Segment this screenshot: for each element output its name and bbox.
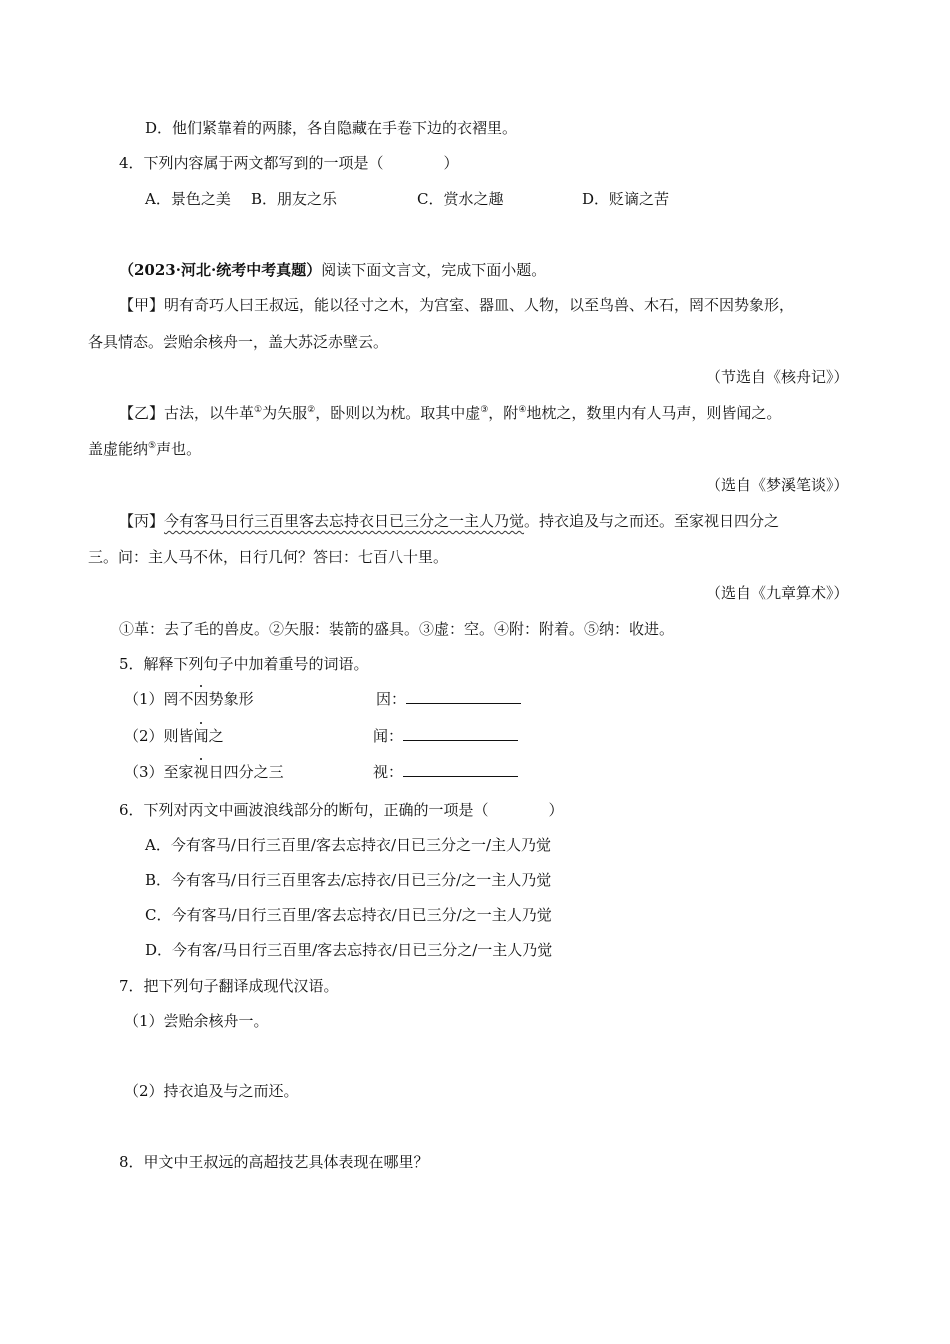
q7-item-1: （1）尝贻余核舟一。 (124, 1012, 269, 1030)
section-instruction: 阅读下面文言文，完成下面小题。 (321, 261, 547, 279)
bing-wavy-text: 今有客马日行三百里客去忘持衣日已三分之一主人乃觉 (164, 512, 525, 530)
q4-option-d: D．贬谪之苦 (582, 190, 670, 208)
yi-text-e: 地枕之，数里内有人马声，则皆闻之。 (526, 404, 782, 422)
yi-line-1 (119, 403, 781, 423)
q3-option-d: D．他们紧靠着的两膝，各自隐藏在手卷下边的衣褶里。 (145, 119, 518, 137)
emphasis-char: 闻 (193, 727, 209, 745)
q5-word-1: 因： (376, 690, 407, 708)
yi-text-c: ，卧则以为枕。取其中虚 (315, 404, 481, 422)
q5-word-3: 视： (373, 763, 404, 781)
jia-line-1 (119, 295, 794, 315)
answer-blank-3[interactable] (403, 762, 518, 777)
bing-text-rest: 。持衣追及与之而还。至家视日四分之 (524, 512, 780, 530)
yi-label: 【乙】 (119, 404, 165, 422)
jia-source: （节选自《核舟记》） (706, 368, 849, 386)
yi-text-d: ，附 (488, 404, 519, 422)
q7-stem: 7．把下列句子翻译成现代汉语。 (119, 977, 339, 995)
q5-stem: 5．解释下列句子中加着重号的词语。 (119, 655, 369, 673)
note-ref-3: ③ (480, 405, 489, 415)
q4-option-a: A．景色之美 (145, 190, 231, 208)
note-ref-2: ② (307, 405, 316, 415)
section-header (119, 260, 546, 280)
q5-item-3-pre: （3）至家 (124, 763, 194, 781)
source-tag: （2023·河北·统考中考真题） (119, 261, 322, 279)
q5-item-1-pre: （1）罔不 (124, 690, 194, 708)
q5-item-3 (124, 762, 284, 782)
q5-item-2-post: 之 (208, 727, 224, 745)
jia-line-2: 各具情态。尝贻余核舟一，盖大苏泛赤壁云。 (88, 333, 389, 351)
yi-text-f: 盖虚能纳 (88, 440, 149, 458)
q6-option-a: A．今有客马/日行三百里/客去忘持衣/日已三分之一/主人乃觉 (145, 836, 552, 854)
yi-text-b: 为矢服 (262, 404, 308, 422)
bing-line-1 (119, 511, 779, 531)
yi-text-a: 古法，以牛革 (164, 404, 255, 422)
answer-blank-1[interactable] (406, 689, 521, 704)
note-ref-4: ④ (518, 405, 527, 415)
q6-option-d: D．今有客/马日行三百里/客去忘持衣/日已三分之/一主人乃觉 (145, 941, 553, 959)
q6-option-b: B．今有客马/日行三百里客去/忘持衣/日已三分/之一主人乃觉 (145, 871, 552, 889)
note-ref-5: ⑤ (148, 441, 157, 451)
bing-source: （选自《九章算术》） (706, 584, 849, 602)
q5-item-3-post: 日四分之三 (208, 763, 284, 781)
q6-option-c: C．今有客马/日行三百里/客去忘持衣/日已三分/之一主人乃觉 (145, 906, 552, 924)
q8-stem: 8．甲文中王叔远的高超技艺具体表现在哪里？ (119, 1153, 429, 1171)
note-ref-1: ① (254, 405, 263, 415)
yi-text-g: 声也。 (156, 440, 202, 458)
annotations: ①革：去了毛的兽皮。②矢服：装箭的盛具。③虚：空。④附：附着。⑤纳：收进。 (119, 620, 675, 638)
q5-answer-2 (373, 726, 518, 746)
emphasis-char: 因 (193, 690, 209, 708)
q7-item-2: （2）持衣追及与之而还。 (124, 1082, 299, 1100)
bing-line-2: 三。问：主人马不休，日行几何？答曰：七百八十里。 (88, 548, 449, 566)
q4-option-b: B．朋友之乐 (251, 190, 338, 208)
q4-option-c: C．赏水之趣 (417, 190, 504, 208)
q5-word-2: 闻： (373, 727, 404, 745)
q5-answer-1 (376, 689, 521, 709)
yi-source: （选自《梦溪笔谈》） (706, 476, 849, 494)
jia-label: 【甲】 (119, 296, 165, 314)
q5-item-2-pre: （2）则皆 (124, 727, 194, 745)
emphasis-char: 视 (193, 763, 209, 781)
jia-text-1: 明有奇巧人曰王叔远，能以径寸之木，为宫室、器皿、人物，以至鸟兽、木石，罔不因势象形， (164, 296, 795, 314)
bing-label: 【丙】 (119, 512, 165, 530)
q6-stem: 6．下列对丙文中画波浪线部分的断句，正确的一项是（ ） (119, 801, 564, 819)
answer-blank-2[interactable] (403, 726, 518, 741)
q5-item-1 (124, 689, 254, 709)
q5-answer-3 (373, 762, 518, 782)
q5-item-2 (124, 726, 224, 746)
q5-item-1-post: 势象形 (208, 690, 254, 708)
yi-line-2 (88, 439, 201, 459)
q4-stem: 4．下列内容属于两文都写到的一项是（ ） (119, 154, 459, 172)
